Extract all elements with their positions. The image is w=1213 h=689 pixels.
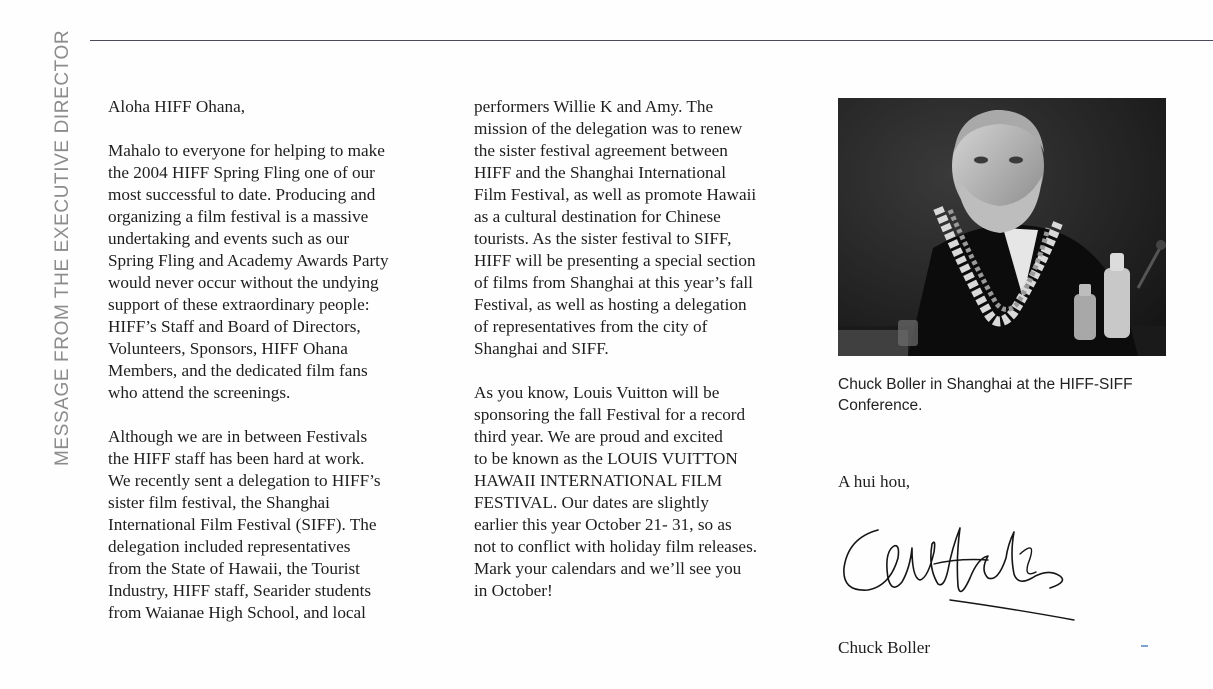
- text-line: tourists. As the sister festival to SIFF,: [474, 229, 732, 248]
- signer-name: Chuck Boller: [838, 638, 931, 657]
- text-line: performers Willie K and Amy. The: [474, 97, 714, 116]
- text-line: mission of the delegation was to renew: [474, 119, 743, 138]
- paragraph-sponsor: [474, 382, 814, 602]
- paragraph-thanks: [108, 140, 438, 404]
- text-line: who attend the screenings.: [108, 383, 291, 402]
- text-line: would never occur without the undying: [108, 273, 379, 292]
- text-line: HIFF will be presenting a special section: [474, 251, 756, 270]
- text-line: in October!: [474, 581, 553, 600]
- photo-caption: [838, 374, 1168, 416]
- text-line: most successful to date. Producing and: [108, 185, 376, 204]
- text-line: HIFF and the Shanghai International: [474, 163, 727, 182]
- text-line: to be known as the LOUIS VUITTON: [474, 449, 738, 468]
- text-line: undertaking and events such as our: [108, 229, 350, 248]
- text-line: support of these extraordinary people:: [108, 295, 370, 314]
- text-line: as a cultural destination for Chinese: [474, 207, 721, 226]
- text-line: HAWAII INTERNATIONAL FILM: [474, 471, 723, 490]
- text-line: earlier this year October 21- 31, so as: [474, 515, 732, 534]
- text-line: the HIFF staff has been hard at work.: [108, 449, 365, 468]
- text-line: not to conflict with holiday film releases.: [474, 537, 758, 556]
- text-line: Volunteers, Sponsors, HIFF Ohana: [108, 339, 348, 358]
- text-line: of representatives from the city of: [474, 317, 708, 336]
- paragraph-mission: [474, 96, 814, 360]
- text-line: HIFF’s Staff and Board of Directors,: [108, 317, 361, 336]
- text-line: Festival, as well as hosting a delegation: [474, 295, 747, 314]
- caption-line: Conference.: [838, 397, 923, 414]
- text-line: Shanghai and SIFF.: [474, 339, 609, 358]
- closing-salutation: A hui hou,: [838, 472, 911, 491]
- paragraph-delegation: [108, 426, 438, 624]
- text-line: sponsoring the fall Festival for a record: [474, 405, 746, 424]
- text-line: We recently sent a delegation to HIFF’s: [108, 471, 381, 490]
- top-rule: [90, 40, 1213, 41]
- text-line: International Film Festival (SIFF). The: [108, 515, 377, 534]
- text-line: FESTIVAL. Our dates are slightly: [474, 493, 710, 512]
- text-line: As you know, Louis Vuitton will be: [474, 383, 720, 402]
- greeting: Aloha HIFF Ohana,: [108, 97, 246, 116]
- text-line: from the State of Hawaii, the Tourist: [108, 559, 360, 578]
- text-line: organizing a film festival is a massive: [108, 207, 369, 226]
- director-photo: [838, 98, 1166, 356]
- text-line: Spring Fling and Academy Awards Party: [108, 251, 389, 270]
- text-line: Mark your calendars and we’ll see you: [474, 559, 742, 578]
- text-line: sister film festival, the Shanghai: [108, 493, 330, 512]
- letter-column-1: [108, 96, 438, 624]
- text-line: Although we are in between Festivals: [108, 427, 368, 446]
- text-line: delegation included representatives: [108, 537, 351, 556]
- section-heading: MESSAGE FROM THE EXECUTIVE DIRECTOR: [52, 29, 73, 466]
- text-line: the sister festival agreement between: [474, 141, 728, 160]
- text-line: Mahalo to everyone for helping to make: [108, 141, 385, 160]
- text-line: Members, and the dedicated film fans: [108, 361, 368, 380]
- handwritten-signature: [838, 508, 1083, 626]
- letter-column-2: [474, 96, 814, 602]
- text-line: Industry, HIFF staff, Searider students: [108, 581, 372, 600]
- text-line: of films from Shanghai at this year’s fall: [474, 273, 753, 292]
- scan-speck: [1141, 645, 1148, 647]
- text-line: the 2004 HIFF Spring Fling one of our: [108, 163, 375, 182]
- text-line: from Waianae High School, and local: [108, 603, 366, 622]
- text-line: third year. We are proud and excited: [474, 427, 723, 446]
- text-line: Film Festival, as well as promote Hawaii: [474, 185, 757, 204]
- caption-line: Chuck Boller in Shanghai at the HIFF-SIFF: [838, 376, 1133, 393]
